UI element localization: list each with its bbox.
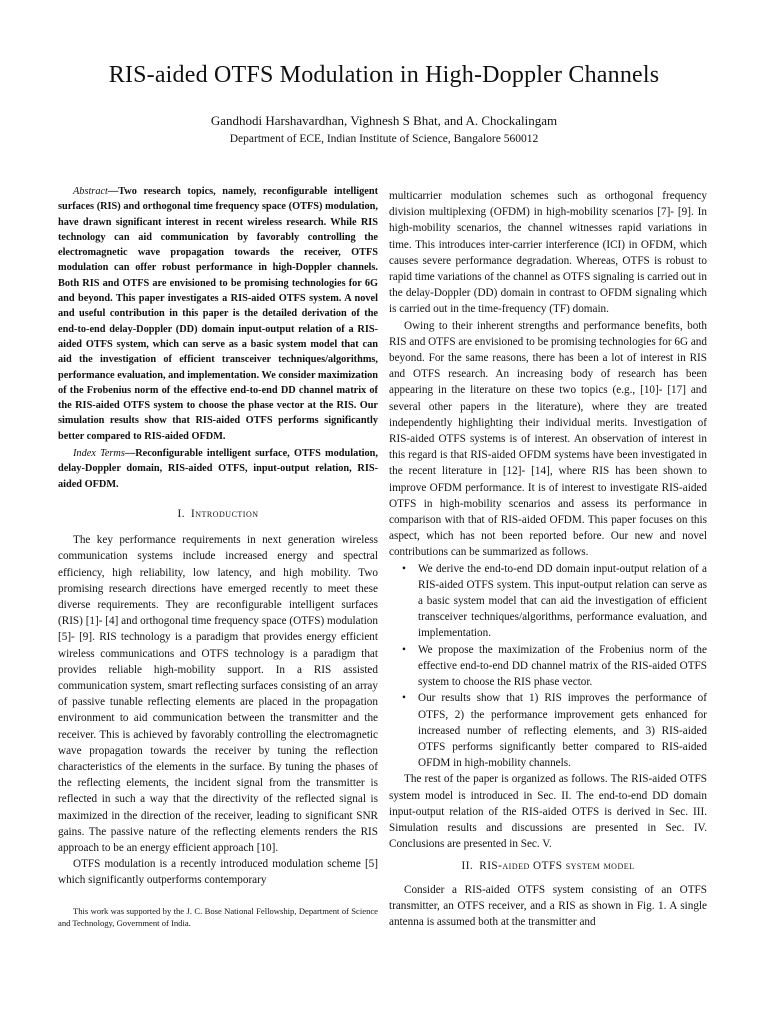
section-number: I.	[177, 507, 186, 520]
section-title: Introduction	[191, 507, 259, 520]
index-terms-text: Reconfigurable intelligent surface, OTFS modulation, delay-Doppler domain, RIS-aided OTFS, input-output relation, RIS-aided OFDM.	[58, 448, 378, 490]
section-title: aided OTFS system model	[502, 860, 635, 873]
intro-paragraph-2: OTFS modulation is a recently introduced modulation scheme [5] which significantly outperforms contemporary	[58, 858, 378, 887]
paper-title: RIS-aided OTFS Modulation in High-Doppler Channels	[108, 62, 660, 88]
abstract	[58, 184, 378, 444]
section-number: II.	[461, 860, 474, 873]
list-item	[402, 690, 707, 771]
abstract-dash: —	[107, 186, 119, 197]
affiliation: Department of ECE, Indian Institute of Science, Bangalore 560012	[229, 133, 539, 145]
left-column	[58, 184, 378, 889]
intro-paragraph-4: Owing to their inherent strengths and performance benefits, both RIS and OTFS are envisioned to be promising technologies for 6G and beyond. For the same reasons, there has been a lot of interest in RIS and OTFS research. An increasing body of research has been appearing in the literature on these two topics (e.g., [10]- [17] and several other papers in the literature), where they are treated independently highlighting their individual merits. Investigation of RIS-aided OTFS systems is of interest. An observation of interest in this regard is that RIS-aided OFDM systems have been investigated in the recent literature in [12]- [14], where RIS has been shown to improve OFDM performance. It is of interest to investigate RIS-aided OTFS in high-mobility scenarios and assess its performance in comparison with that of RIS-aided OFDM. This paper focuses on this aspect, which has not been reported before. Our new and novel contributions can be summarized as follows.	[389, 319, 707, 559]
index-terms-dash: —	[124, 448, 136, 460]
footnote: This work was supported by the J. C. Bose National Fellowship, Department of Science and Technology, Government of India.	[58, 906, 378, 928]
abstract-text: Two research topics, namely, reconfigurable intelligent surfaces (RIS) and orthogonal time frequency space (OTFS) modulation, have drawn significant interest in recent wireless research. While RIS technology can aid communication by favorably controlling the electromagnetic wave propagation towards the receiver, OTFS modulation can offer robust performance in high-Doppler channels. Both RIS and OTFS are envisioned to be promising technologies for 6G and beyond. This paper investigates a RIS-aided OTFS system. A novel and useful contribution in this paper is the detailed derivation of the end-to-end delay-Doppler (DD) domain input-output relation of a RIS-aided OTFS system, which can serve as a basic system model that can aid the investigation of efficient transceiver techniques/algorithms, performance evaluation, and implementation. We consider maximization of the Frobenius norm of the effective end-to-end DD channel matrix of the RIS-aided OTFS system to choose the phase vector at the RIS. Our simulation results show that RIS-aided OTFS performs significantly better compared to RIS-aided OFDM.	[58, 186, 378, 442]
intro-paragraph-5: The rest of the paper is organized as follows. The RIS-aided OTFS system model is introduced in Sec. II. The end-to-end DD domain input-output relation of the RIS-aided OTFS is derived in Sec. III. Simulation results and discussions are presented in Sec. IV. Conclusions are presented in Sec. V.	[389, 773, 707, 851]
section-heading-introduction	[58, 506, 378, 522]
contribution-text: We propose the maximization of the Frobenius norm of the effective end-to-end DD channel matrix of the RIS-aided OTFS system to choose the RIS phase vector.	[418, 643, 707, 689]
list-item	[402, 642, 707, 691]
contribution-list	[389, 561, 707, 772]
abstract-lead-in: Abstract	[73, 186, 108, 197]
list-item	[402, 561, 707, 642]
intro-paragraph-3: multicarrier modulation schemes such as orthogonal frequency division multiplexing (OFDM) in high-mobility scenarios [7]- [9]. In high-mobility scenarios, the channel witnesses rapid variations in time. This introduces inter-carrier interference (ICI) in OFDM, which causes severe performance degradation. Whereas, OTFS is robust to rapid time variations of the channel as OTFS signaling is carried out in the delay-Doppler (DD) domain in contrast to OFDM signaling which is carried out in the time-frequency (TF) domain.	[389, 190, 707, 316]
bullet-icon: •	[402, 692, 406, 705]
index-terms	[58, 446, 378, 492]
right-column	[389, 188, 707, 930]
bullet-icon: •	[402, 562, 406, 575]
intro-paragraph-1: The key performance requirements in next generation wireless communication systems include increased energy and spectral efficiency, high reliability, low latency, and high mobility. Two promising research directions have emerged recently to meet these diverse requirements. They are reconfigurable intelligent surfaces (RIS) [1]- [4] and orthogonal time frequency space (OTFS) modulation [5]- [9]. RIS technology is a paradigm that provides energy efficient wireless communications and OTFS technology is a paradigm that provides reliable high-mobility support. In a RIS assisted communication system, smart reflecting surfaces consisting of an array of passive tunable reflecting elements are placed in the propagation environment to aid communication between the transmitter and the receiver. This is achieved by favorably controlling the electromagnetic wave propagation towards the receiver by tuning the reflection characteristics of the elements in the surface. By tuning the phases of the reflecting elements, the incident signal from the transmitter is reflected in such a way that the directivity of the reflected signal is maximized in the direction of the receiver, leading to significant SNR gains. The passive nature of the reflecting elements renders the RIS approach to be an energy efficient approach [10].	[58, 534, 378, 854]
contribution-text: We derive the end-to-end DD domain input-output relation of a RIS-aided OTFS system. This input-output relation can serve as a basic system model that can aid the investigation of efficient transceiver techniques/algorithms, performance evaluation, and implementation.	[418, 562, 707, 640]
section-heading-system-model	[389, 858, 707, 874]
index-terms-lead-in: Index Terms	[73, 448, 125, 460]
bullet-icon: •	[402, 643, 406, 656]
contribution-text: Our results show that 1) RIS improves the performance of OTFS, 2) the performance improvement gets enhanced for increased number of reflecting elements, and 3) RIS-aided OTFS performs significantly better compared to RIS-aided OFDM in high-mobility channels.	[418, 692, 707, 770]
author-list: Gandhodi Harshavardhan, Vighnesh S Bhat, and A. Chockalingam	[210, 113, 558, 128]
section-title-prefix: RIS-	[479, 860, 503, 873]
system-model-paragraph-1: Consider a RIS-aided OTFS system consisting of an OTFS transmitter, an OTFS receiver, and a RIS as shown in Fig. 1. A single antenna is assumed both at the transmitter and	[389, 883, 707, 928]
